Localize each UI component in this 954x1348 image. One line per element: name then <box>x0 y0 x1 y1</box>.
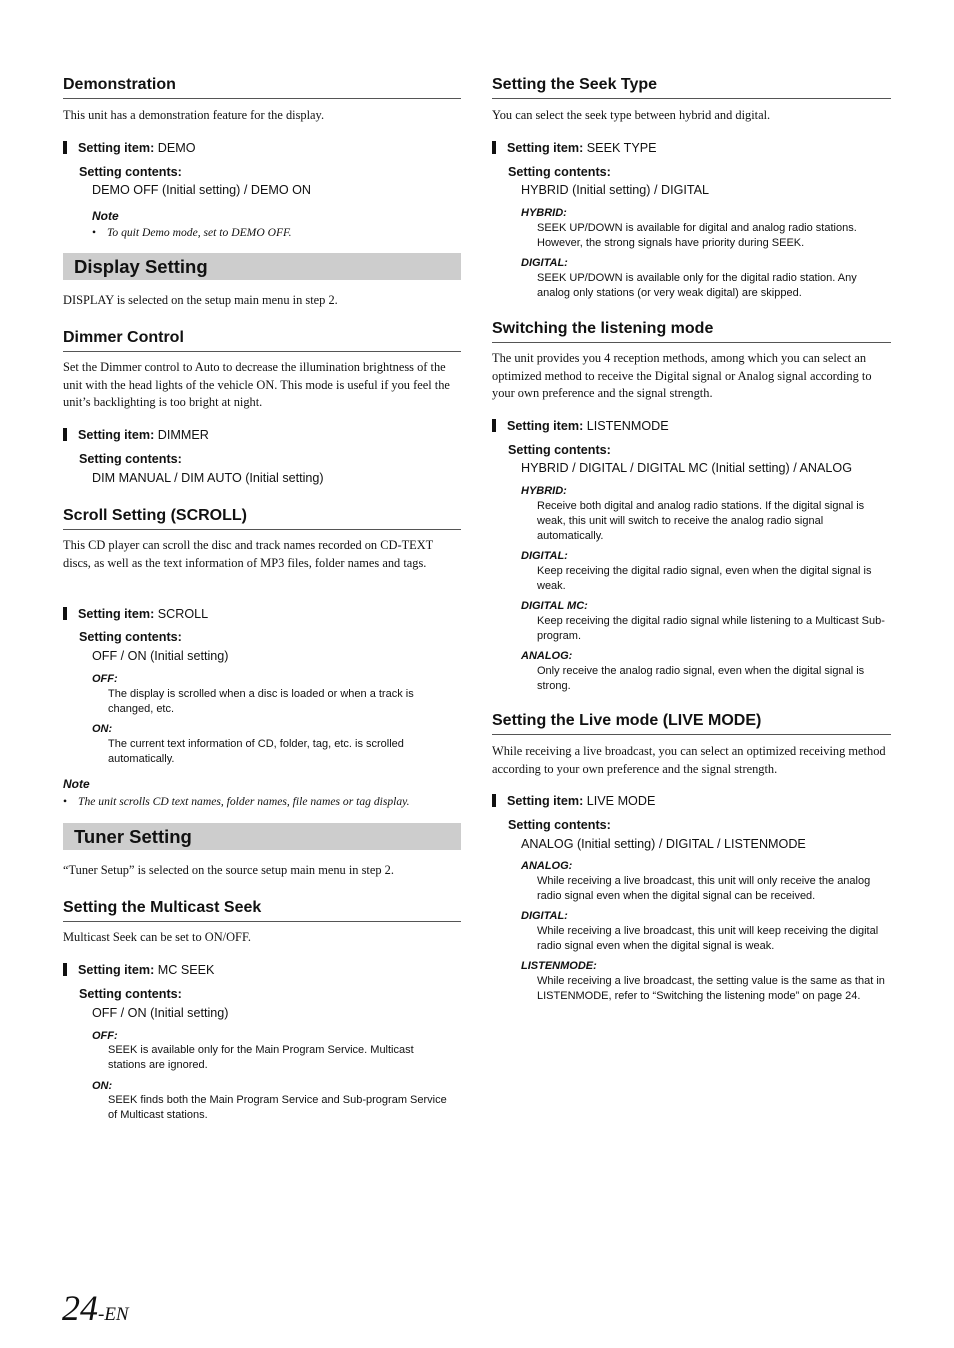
tuner-setting-title: Tuner Setting <box>63 823 461 850</box>
item-marker <box>63 607 67 620</box>
seek-type-contents-label: Setting contents: <box>508 165 611 179</box>
live-mode-option-desc: While receiving a live broadcast, this unit will only receive the analog radio signal even when the digital signal can be received. <box>537 875 871 902</box>
dimmer-intro: Set the Dimmer control to Auto to decrease the illumination brightness of the unit with the head lights of the vehicle ON. This mode is useful if you feel the unit’s backlighting is too bright at night. <box>63 360 450 410</box>
live-mode-option-label: ANALOG: <box>521 860 573 872</box>
multicast-intro: Multicast Seek can be set to ON/OFF. <box>63 930 251 944</box>
item-marker <box>63 141 67 154</box>
multicast-contents-value: OFF / ON (Initial setting) <box>92 1006 229 1020</box>
demo-contents-value: DEMO OFF (Initial setting) / DEMO ON <box>92 183 312 197</box>
tuner-setting-intro: “Tuner Setup” is selected on the source setup main menu in step 2. <box>63 863 394 877</box>
live-mode-option-label: DIGITAL: <box>521 910 568 922</box>
listen-mode-option-desc: Only receive the analog radio signal, even when the digital signal is strong. <box>537 665 865 692</box>
listen-mode-setting-item: Setting item: LISTENMODE <box>492 418 669 434</box>
seek-type-option-label: DIGITAL: <box>521 257 568 269</box>
multicast-contents-label: Setting contents: <box>79 987 182 1001</box>
scroll-contents-label: Setting contents: <box>79 630 182 644</box>
live-mode-intro: While receiving a live broadcast, you can select an optimized receiving method according to your own preference and the signal strength. <box>492 744 886 776</box>
item-marker <box>492 419 496 432</box>
dimmer-heading: Dimmer Control <box>63 328 461 352</box>
listen-mode-option-desc: Keep receiving the digital radio signal, even when the digital signal is weak. <box>537 565 872 592</box>
listen-mode-option-desc: Receive both digital and analog radio stations. If the digital signal is weak, this unit will switch to receive the analog radio signal automatically. <box>537 500 865 542</box>
scroll-intro: This CD player can scroll the disc and track names recorded on CD-TEXT discs, as well as the text information of MP3 files, folder names and tags. <box>63 538 433 570</box>
multicast-option-label: OFF: <box>92 1030 118 1042</box>
scroll-contents-value: OFF / ON (Initial setting) <box>92 649 229 663</box>
listen-mode-option-label: HYBRID: <box>521 485 567 497</box>
listen-mode-contents-value: HYBRID / DIGITAL / DIGITAL MC (Initial setting) / ANALOG <box>521 461 853 475</box>
page-number-suffix: -EN <box>98 1304 129 1325</box>
demonstration-intro: This unit has a demonstration feature for the display. <box>63 108 325 122</box>
live-mode-contents-label: Setting contents: <box>508 818 611 832</box>
item-marker <box>492 794 496 807</box>
dimmer-setting-item: Setting item: DIMMER <box>63 427 209 443</box>
scroll-option-label: OFF: <box>92 673 118 685</box>
demonstration-heading: Demonstration <box>63 75 461 99</box>
scroll-note-label: Note <box>63 777 90 791</box>
multicast-heading: Setting the Multicast Seek <box>63 898 461 922</box>
multicast-option-label: ON: <box>92 1080 113 1092</box>
seek-type-option-label: HYBRID: <box>521 207 567 219</box>
live-mode-option-desc: While receiving a live broadcast, this unit will keep receiving the digital radio signal even when the digital signal is weak. <box>537 925 879 952</box>
live-mode-contents-value: ANALOG (Initial setting) / DIGITAL / LISTENMODE <box>521 837 806 851</box>
listen-mode-option-label: ANALOG: <box>521 650 573 662</box>
demo-contents-label: Setting contents: <box>79 165 182 179</box>
page-number <box>62 1287 129 1329</box>
listen-mode-option-label: DIGITAL MC: <box>521 600 588 612</box>
dimmer-contents-value: DIM MANUAL / DIM AUTO (Initial setting) <box>92 471 324 485</box>
seek-type-heading: Setting the Seek Type <box>492 75 891 99</box>
listen-mode-contents-label: Setting contents: <box>508 443 611 457</box>
seek-type-contents-value: HYBRID (Initial setting) / DIGITAL <box>521 183 710 197</box>
multicast-option-desc: SEEK is available only for the Main Program Service. Multicast stations are ignored. <box>108 1044 414 1071</box>
live-mode-option-label: LISTENMODE: <box>521 960 597 972</box>
listen-mode-option-label: DIGITAL: <box>521 550 568 562</box>
live-mode-heading: Setting the Live mode (LIVE MODE) <box>492 711 891 735</box>
scroll-note-item: • The unit scrolls CD text names, folder names, file names or tag display. <box>63 795 410 808</box>
scroll-option-desc: The current text information of CD, folder, tag, etc. is scrolled automatically. <box>108 738 404 765</box>
live-mode-setting-item: Setting item: LIVE MODE <box>492 793 655 809</box>
scroll-heading: Scroll Setting (SCROLL) <box>63 506 461 530</box>
seek-type-intro: You can select the seek type between hybrid and digital. <box>492 108 771 122</box>
item-marker <box>492 141 496 154</box>
item-marker <box>63 963 67 976</box>
listen-mode-intro: The unit provides you 4 reception methods, among which you can select an optimized method to receive the Digital signal or Analog signal according to your own preference and the signal strength. <box>492 351 872 401</box>
seek-type-setting-item: Setting item: SEEK TYPE <box>492 140 657 156</box>
listen-mode-option-desc: Keep receiving the digital radio signal while listening to a Multicast Sub-program. <box>537 615 885 642</box>
display-setting-title: Display Setting <box>63 253 461 280</box>
scroll-option-desc: The display is scrolled when a disc is loaded or when a track is changed, etc. <box>108 688 414 715</box>
seek-type-option-desc: SEEK UP/DOWN is available for digital and analog radio stations. However, the strong signals have priority during SEEK. <box>537 222 857 249</box>
display-setting-intro: DISPLAY is selected on the setup main menu in step 2. <box>63 293 338 307</box>
scroll-option-label: ON: <box>92 723 113 735</box>
scroll-setting-item: Setting item: SCROLL <box>63 606 208 622</box>
seek-type-option-desc: SEEK UP/DOWN is available only for the digital radio station. Any analog only stations (or very weak digital) are skipped. <box>537 272 857 299</box>
item-marker <box>63 428 67 441</box>
dimmer-contents-label: Setting contents: <box>79 452 182 466</box>
demo-setting-item: Setting item: DEMO <box>63 140 196 156</box>
live-mode-option-desc: While receiving a live broadcast, the setting value is the same as that in LISTENMODE, refer to “Switching the listening mode” on page 24. <box>537 975 885 1002</box>
listen-mode-heading: Switching the listening mode <box>492 319 891 343</box>
page-number-value: 24 <box>62 1288 98 1328</box>
multicast-setting-item: Setting item: MC SEEK <box>63 962 214 978</box>
multicast-option-desc: SEEK finds both the Main Program Service and Sub-program Service of Multicast stations. <box>108 1094 447 1121</box>
demo-note-item: • To quit Demo mode, set to DEMO OFF. <box>92 226 292 239</box>
demo-note-label: Note <box>92 209 119 223</box>
